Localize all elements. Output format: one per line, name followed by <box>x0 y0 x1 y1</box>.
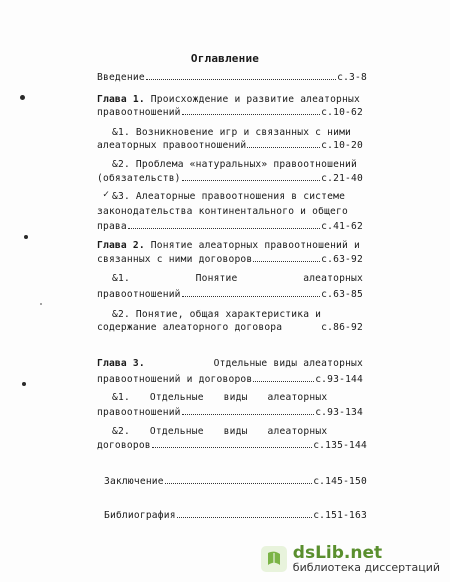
section-2-1-title-cont: правоотношений <box>97 289 181 300</box>
leader-dots <box>152 447 312 448</box>
chapter-1-title-cont: правоотношений <box>97 107 181 118</box>
section-3-2-title-cont: договоров <box>97 440 151 451</box>
toc-chapter-2-line2 <box>97 254 363 266</box>
section-1-1-page: с.10-20 <box>321 140 363 151</box>
toc-chapter-1-heading <box>97 94 360 106</box>
toc-bibliography <box>104 510 367 522</box>
chapter-1-title: Происхождение и развитие алеаторных <box>150 94 360 105</box>
chapter-1-label: Глава 1. <box>97 94 145 105</box>
leader-dots <box>165 483 312 484</box>
conclusion-label: Заключение <box>104 476 164 487</box>
toc-section-2-1-line2 <box>97 289 363 301</box>
toc-chapter-3-line2 <box>97 374 363 386</box>
toc-section-1-2-line2 <box>97 173 363 185</box>
chapter-3-title-cont: правоотношений и договоров <box>97 374 253 385</box>
conclusion-page: с.145-150 <box>313 476 367 487</box>
toc-section-2-2: &2. Понятие, общая характеристика и <box>112 309 322 320</box>
toc-section-3-2-line2 <box>97 440 367 452</box>
leader-dots <box>253 261 320 262</box>
toc-chapter-2-heading <box>97 240 360 252</box>
section-2-1-word1: Понятие <box>195 273 238 284</box>
section-2-1-word2: алеаторных <box>303 273 363 284</box>
section-1-2-page: с.21-40 <box>321 173 363 184</box>
toc-chapter-1-line2 <box>97 107 363 119</box>
chapter-2-label: Глава 2. <box>97 240 145 251</box>
section-1-2-title-cont: (обязательств) <box>97 173 181 184</box>
section-3-1-page: с.93-134 <box>315 407 363 418</box>
toc-section-1-3-line3 <box>97 221 363 233</box>
chapter-2-title: Понятие алеаторных правоотношений и <box>150 240 360 251</box>
leader-dots <box>146 79 336 80</box>
chapter-1-page: с.10-62 <box>321 107 363 118</box>
toc-section-2-2-line2 <box>97 322 363 334</box>
toc-section-1-3-line2: законодательства континентального и общего <box>97 206 348 217</box>
section-3-2-page: с.135-144 <box>313 440 367 451</box>
toc-intro-label: Введение <box>97 72 145 83</box>
section-2-1-page: с.63-85 <box>321 289 363 300</box>
section-2-2-page: с.86-92 <box>321 322 363 333</box>
chapter-2-title-cont: связанных с ними договоров <box>97 254 253 265</box>
section-2-1-number: &1. <box>112 273 130 284</box>
chapter-3-page: с.93-144 <box>315 374 363 385</box>
leader-dots <box>182 414 315 415</box>
toc-section-3-2: &2. Отдельные виды алеаторных <box>112 426 328 437</box>
page-title: Оглавление <box>190 52 260 65</box>
scan-mark <box>40 303 42 305</box>
toc-conclusion <box>104 476 367 488</box>
toc-chapter-3-heading <box>97 358 363 370</box>
toc-section-1-3: &3. Алеаторные правоотношения в системе <box>112 191 346 202</box>
toc-intro-page: с.3-8 <box>337 72 367 83</box>
leader-dots <box>253 381 314 382</box>
dslib-subtitle: библиотека диссертаций <box>292 561 440 575</box>
scan-mark <box>20 95 25 100</box>
chapter-3-label: Глава 3. <box>97 358 145 369</box>
toc-intro <box>97 72 367 84</box>
dslib-brand: dsLib.net <box>292 542 383 563</box>
bibliography-label: Библиография <box>104 510 176 521</box>
toc-section-3-1: &1. Отдельные виды алеаторных <box>112 392 328 403</box>
dslib-watermark <box>261 542 440 575</box>
chapter-2-page: с.63-92 <box>321 254 363 265</box>
section-2-2-title-cont: содержание алеаторного договора <box>97 322 283 333</box>
section-3-1-title-cont: правоотношений <box>97 407 181 418</box>
section-1-3-page: с.41-62 <box>321 221 363 232</box>
toc-section-3-1-line2 <box>97 407 363 419</box>
leader-dots <box>247 147 320 148</box>
section-1-3-title-cont: права <box>97 221 127 232</box>
toc-section-1-2: &2. Проблема «натуральных» правоотношений <box>112 159 358 170</box>
toc-section-1-1-line2 <box>97 140 363 152</box>
leader-dots <box>177 517 312 518</box>
scan-mark <box>22 382 26 386</box>
leader-dots <box>182 296 320 297</box>
leader-dots <box>128 228 320 229</box>
leader-dots <box>182 114 320 115</box>
leader-dots <box>182 180 320 181</box>
handwritten-check-mark: ✓ <box>103 189 110 200</box>
section-1-1-title-cont: алеаторных правоотношений <box>97 140 247 151</box>
toc-section-1-1: &1. Возникновение игр и связанных с ними <box>112 127 352 138</box>
chapter-3-title: Отдельные виды алеаторных <box>213 358 363 369</box>
dslib-logo-icon <box>261 546 287 572</box>
toc-section-2-1 <box>112 273 363 285</box>
scan-mark <box>24 235 28 239</box>
bibliography-page: с.151-163 <box>313 510 367 521</box>
